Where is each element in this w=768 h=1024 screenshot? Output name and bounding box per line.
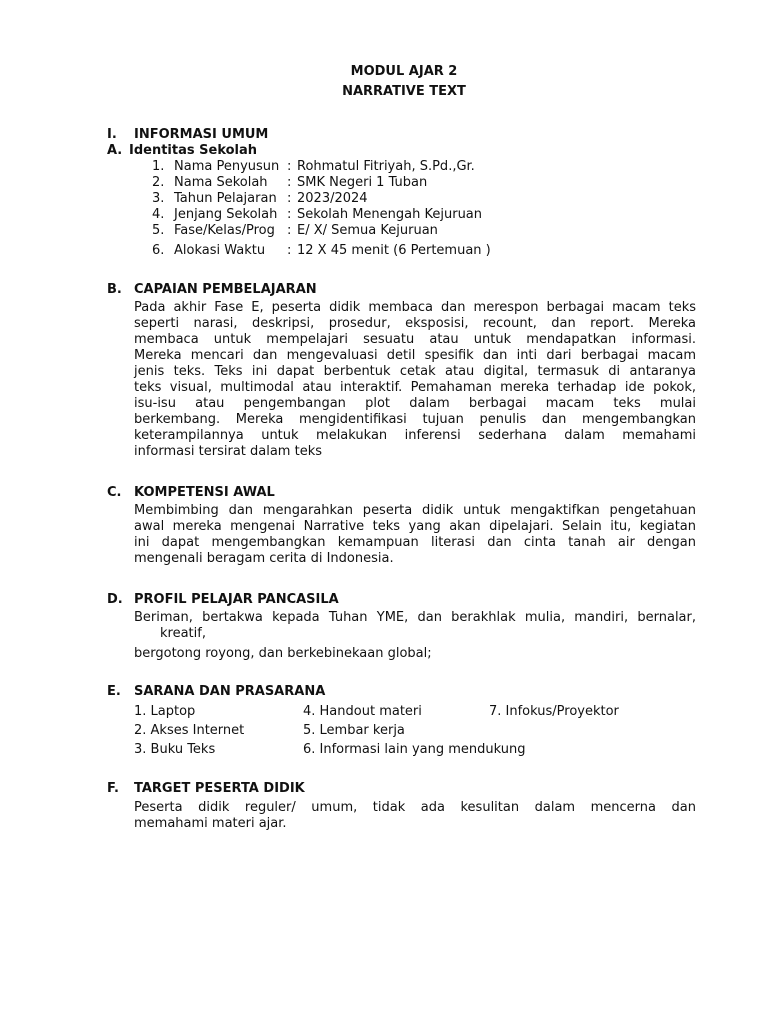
paragraph-line: Beriman, bertakwa kepada Tuhan YME, dan berakhlak mulia, mandiri, bernalar,: [134, 610, 696, 625]
paragraph-line: keterampilannya untuk melakukan inferensi sederhana dalam memahami: [134, 428, 696, 443]
identity-item-key: Nama Penyusun: [174, 159, 280, 174]
facility-item: 3. Buku Teks: [134, 742, 216, 757]
paragraph-line: informasi tersirat dalam teks: [134, 444, 322, 459]
section-f-heading: TARGET PESERTA DIDIK: [134, 781, 305, 796]
paragraph-line: Mereka mencari dan mengevaluasi detil spesifik dan inti dari berbagai macam: [134, 348, 696, 363]
paragraph-line: jenis teks. Teks ini dapat berbentuk cetak atau digital, termasuk di antaranya: [134, 364, 696, 379]
facility-item: 4. Handout materi: [303, 704, 422, 719]
identity-item-value: SMK Negeri 1 Tuban: [297, 175, 428, 190]
document-title: MODUL AJAR 2: [350, 64, 458, 79]
identity-item-value: E/ X/ Semua Kejuruan: [297, 223, 438, 238]
identity-item-value: Rohmatul Fitriyah, S.Pd.,Gr.: [297, 159, 475, 174]
identity-item-sep: :: [287, 159, 292, 174]
identity-item-value: Sekolah Menengah Kejuruan: [297, 207, 483, 222]
section-i-number: I.: [107, 127, 117, 142]
section-b-paragraph: [134, 300, 696, 460]
identity-item-key: Jenjang Sekolah: [174, 207, 278, 222]
section-d-line1: [134, 610, 696, 626]
paragraph-line: ini dapat mengembangkan kemampuan literasi dan cinta tanah air dengan: [134, 535, 696, 550]
identity-item-number: 6.: [152, 243, 165, 258]
paragraph-line: Peserta didik reguler/ umum, tidak ada kesulitan dalam mencerna dan: [134, 800, 696, 815]
identity-item-key: Tahun Pelajaran: [174, 191, 277, 206]
identity-item-sep: :: [287, 243, 292, 258]
facility-item: 5. Lembar kerja: [303, 723, 405, 738]
section-f-letter: F.: [107, 781, 119, 796]
paragraph-line: mengenali beragam cerita di Indonesia.: [134, 551, 394, 566]
section-d-line2: kreatif,: [160, 626, 206, 641]
section-e-letter: E.: [107, 684, 121, 699]
section-c-letter: C.: [107, 485, 122, 500]
identity-item-sep: :: [287, 191, 292, 206]
facility-item: 7. Infokus/Proyektor: [489, 704, 619, 719]
facility-item: 6. Informasi lain yang mendukung: [303, 742, 526, 757]
document-subtitle: NARRATIVE TEXT: [342, 84, 466, 99]
paragraph-line: seperti narasi, deskripsi, prosedur, eksposisi, recount, dan report. Mereka: [134, 316, 696, 331]
paragraph-line: Membimbing dan mengarahkan peserta didik untuk mengaktifkan pengetahuan: [134, 503, 696, 518]
section-f-paragraph: [134, 800, 696, 832]
paragraph-line: membaca untuk mempelajari sesuatu atau untuk mendapatkan informasi.: [134, 332, 696, 347]
identity-item-number: 1.: [152, 159, 165, 174]
paragraph-line: berkembang. Mereka mengidentifikasi tujuan penulis dan mengembangkan: [134, 412, 696, 427]
section-b-heading: CAPAIAN PEMBELAJARAN: [134, 282, 317, 297]
paragraph-line: isu-isu atau pengembangan plot dalam berbagai macam teks mulai: [134, 396, 696, 411]
identity-item-number: 3.: [152, 191, 165, 206]
section-b-letter: B.: [107, 282, 122, 297]
facility-item: 2. Akses Internet: [134, 723, 245, 738]
facility-item: 1. Laptop: [134, 704, 196, 719]
paragraph-line: teks visual, multimodal atau interaktif. Pemahaman mereka terhadap ide pokok,: [134, 380, 696, 395]
paragraph-line: awal mereka mengenai Narrative teks yang akan dipelajari. Selain itu, kegiatan: [134, 519, 696, 534]
identity-item-value: 12 X 45 menit (6 Pertemuan ): [297, 243, 491, 258]
section-c-heading: KOMPETENSI AWAL: [134, 485, 275, 500]
identity-item-key: Fase/Kelas/Prog: [174, 223, 275, 238]
identity-item-sep: :: [287, 207, 292, 222]
identity-item-number: 5.: [152, 223, 165, 238]
identity-item-number: 2.: [152, 175, 165, 190]
identity-item-value: 2023/2024: [297, 191, 368, 206]
identity-item-sep: :: [287, 175, 292, 190]
section-i-heading: INFORMASI UMUM: [134, 127, 269, 142]
section-d-line3: bergotong royong, dan berkebinekaan global;: [134, 646, 432, 661]
section-d-letter: D.: [107, 592, 123, 607]
section-e-heading: SARANA DAN PRASARANA: [134, 684, 326, 699]
paragraph-line: memahami materi ajar.: [134, 816, 287, 831]
section-d-heading: PROFIL PELAJAR PANCASILA: [134, 592, 339, 607]
section-c-paragraph: [134, 503, 696, 567]
identity-item-number: 4.: [152, 207, 165, 222]
identity-item-sep: :: [287, 223, 292, 238]
paragraph-line: Pada akhir Fase E, peserta didik membaca dan merespon berbagai macam teks: [134, 300, 696, 315]
subsection-a-letter: A.: [107, 143, 123, 158]
identity-item-key: Alokasi Waktu: [174, 243, 266, 258]
identity-item-key: Nama Sekolah: [174, 175, 268, 190]
subsection-a-heading: Identitas Sekolah: [129, 143, 258, 158]
